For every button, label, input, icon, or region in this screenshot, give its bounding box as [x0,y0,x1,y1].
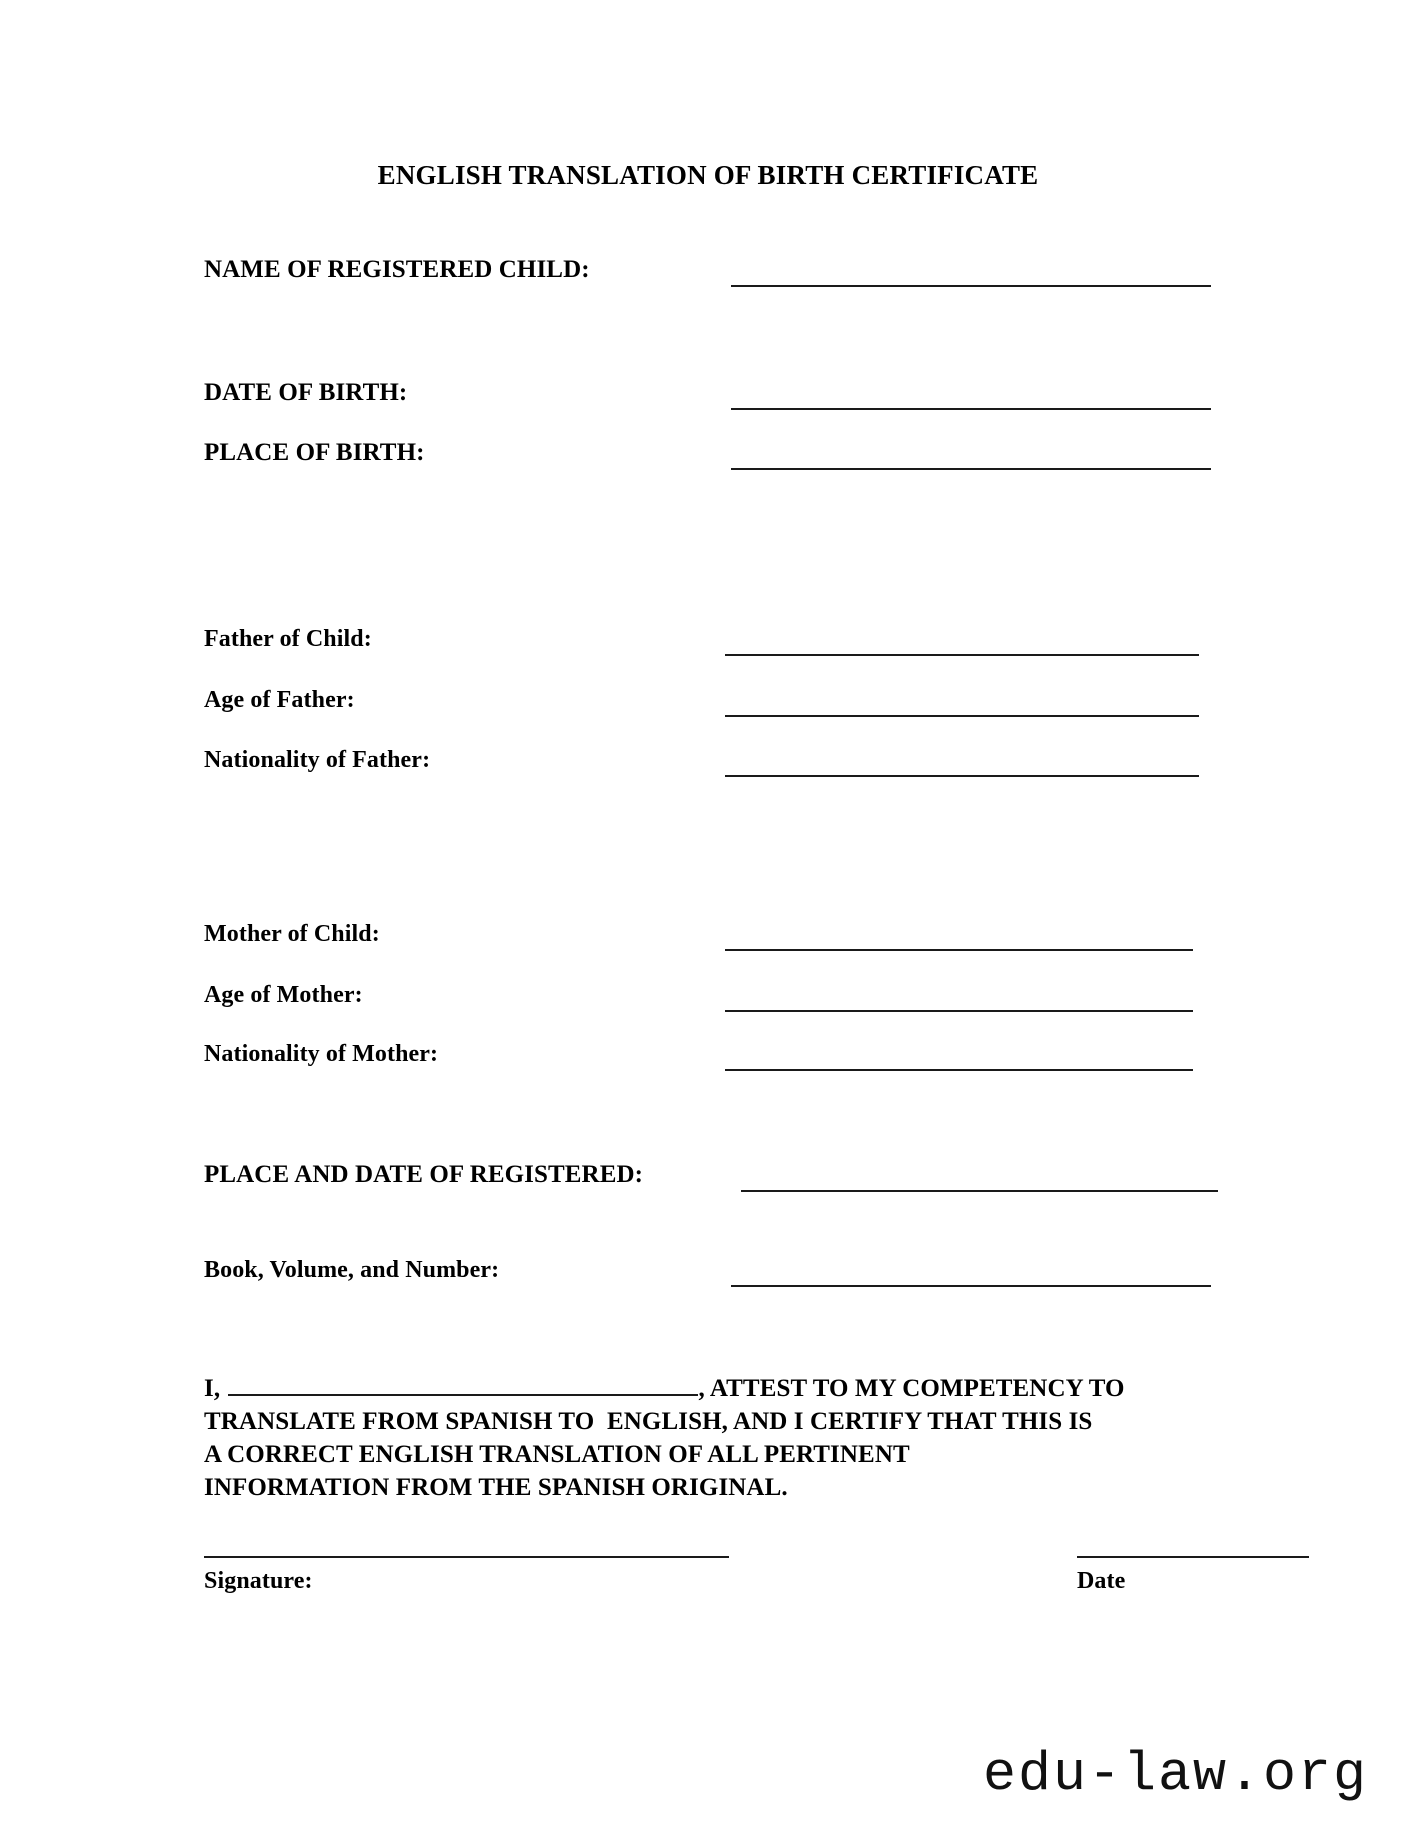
date-label: Date [1077,1568,1126,1594]
signature-blank-line[interactable] [204,1556,729,1558]
field-blank-line[interactable] [725,978,1193,1012]
site-watermark: edu-law.org [982,1743,1368,1806]
field-blank-line[interactable] [731,436,1211,470]
field-label: DATE OF BIRTH: [204,379,408,406]
field-blank-line[interactable] [725,622,1199,656]
field-blank-line[interactable] [731,1253,1211,1287]
attestation-line-4: INFORMATION FROM THE SPANISH ORIGINAL. [204,1474,788,1501]
form-field-row [204,436,1214,470]
form-field-row [204,1253,1214,1287]
form-field-row [204,978,1214,1012]
form-field-row [204,917,1214,951]
field-label: Nationality of Mother: [204,1041,439,1067]
attestation-line-3: A CORRECT ENGLISH TRANSLATION OF ALL PERTINENT [204,1441,910,1468]
form-field-row [204,743,1214,777]
attestor-name-blank[interactable] [228,1372,698,1396]
field-blank-line[interactable] [725,683,1199,717]
field-label: Father of Child: [204,626,372,652]
field-blank-line[interactable] [731,376,1211,410]
field-label: Mother of Child: [204,921,380,947]
field-blank-line[interactable] [731,253,1211,287]
field-label: PLACE AND DATE OF REGISTERED: [204,1161,644,1188]
field-label: Age of Father: [204,687,355,713]
form-field-row [204,1037,1214,1071]
field-label: Book, Volume, and Number: [204,1257,500,1283]
signature-block [204,1556,1214,1626]
field-blank-line[interactable] [725,743,1199,777]
field-label: NAME OF REGISTERED CHILD: [204,256,590,283]
attestation-paragraph [204,1372,1214,1504]
date-blank-line[interactable] [1077,1556,1309,1558]
field-blank-line[interactable] [741,1158,1218,1192]
attestation-line-1 [204,1372,1214,1405]
form-field-row [204,622,1214,656]
attestation-line-2: TRANSLATE FROM SPANISH TO ENGLISH, AND I CERTIFY THAT THIS IS [204,1408,1093,1435]
field-blank-line[interactable] [725,917,1193,951]
field-label: Nationality of Father: [204,747,431,773]
form-field-row [204,1158,1214,1192]
attestation-line1-prefix: I, [204,1375,227,1402]
attestation-line1-suffix: , ATTEST TO MY COMPETENCY TO [698,1375,1125,1402]
field-blank-line[interactable] [725,1037,1193,1071]
field-label: PLACE OF BIRTH: [204,439,425,466]
form-field-row [204,253,1214,287]
page-title: ENGLISH TRANSLATION OF BIRTH CERTIFICATE [377,160,1039,190]
field-label: Age of Mother: [204,982,363,1008]
signature-label: Signature: [204,1568,313,1594]
form-field-row [204,683,1214,717]
form-field-row [204,376,1214,410]
